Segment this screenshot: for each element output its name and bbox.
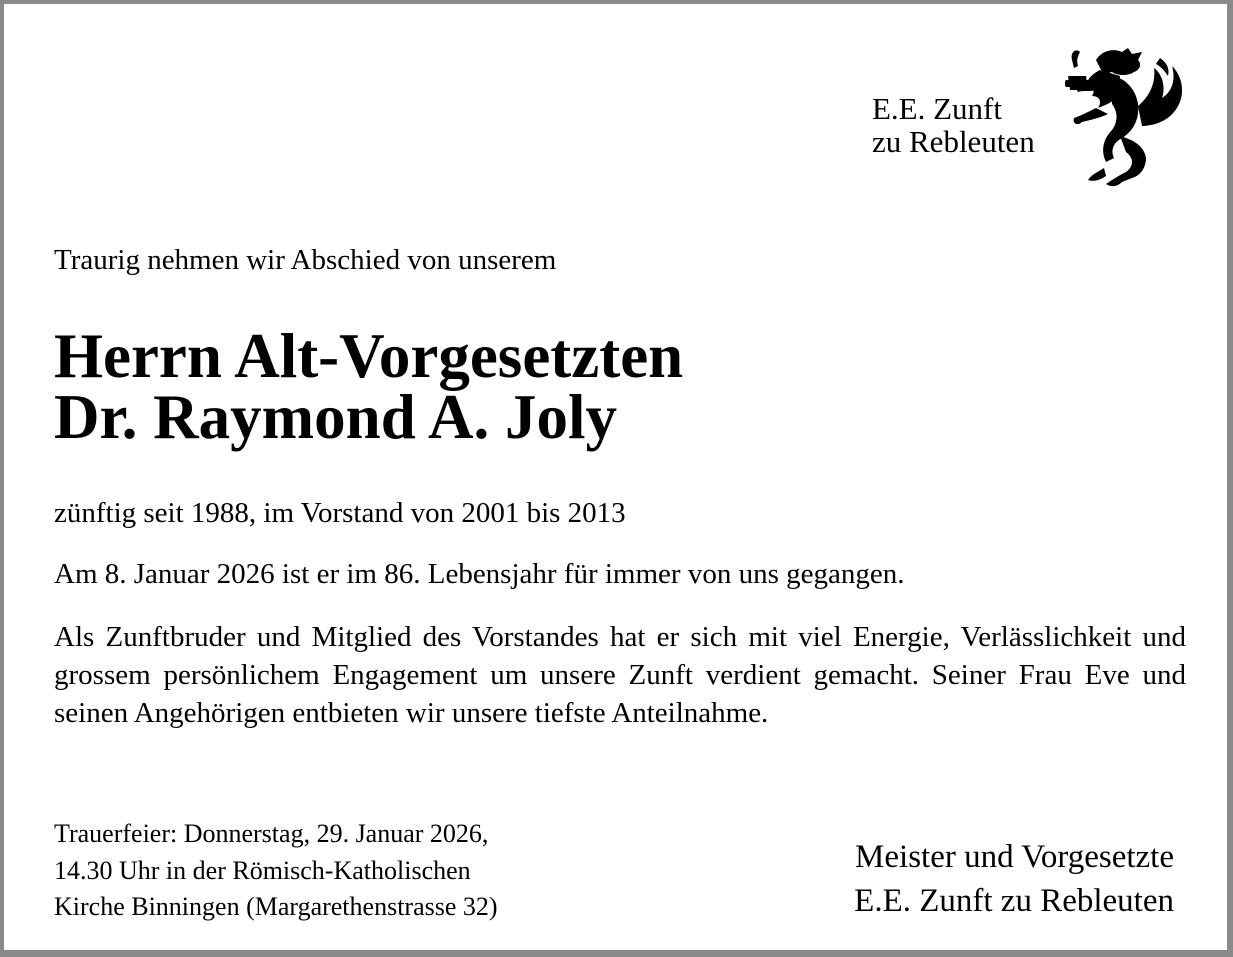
funeral-line-1: Trauerfeier: Donnerstag, 29. Januar 2026, <box>54 819 489 848</box>
heraldic-lion-icon <box>1056 46 1192 192</box>
logo-line-2: zu Rebleuten <box>872 124 1035 159</box>
signature-block <box>854 835 1174 923</box>
deceased-name <box>54 321 684 452</box>
signature-line-1: Meister und Vorgesetzte <box>855 839 1174 875</box>
guild-logo-text <box>872 92 1035 158</box>
death-notice-text: Am 8. Januar 2026 ist er im 86. Lebensjahr für immer von uns gegangen. <box>54 558 905 590</box>
tribute-paragraph: Als Zunftbruder und Mitglied des Vorstandes hat er sich mit viel Energie, Verlässlichkeit und grossem persönlichem Engagement um unsere Zunft verdient gemacht. Seiner Frau Eve und seinen Angehörigen entbieten wir unsere tiefste Anteilnahme. <box>54 621 1186 729</box>
deceased-title-line: Herrn Alt-Vorgesetzten <box>54 321 684 391</box>
logo-line-1: E.E. Zunft <box>872 91 1002 126</box>
intro-text: Traurig nehmen wir Abschied von unserem <box>54 244 557 276</box>
funeral-details <box>54 816 498 926</box>
deceased-name-line: Dr. Raymond A. Joly <box>54 382 618 452</box>
signature-line-2: E.E. Zunft zu Rebleuten <box>854 883 1174 919</box>
funeral-line-2: 14.30 Uhr in der Römisch-Katholischen <box>54 855 471 885</box>
funeral-line-3: Kirche Binningen (Margarethenstrasse 32) <box>54 892 498 921</box>
membership-text: zünftig seit 1988, im Vorstand von 2001 bis 2013 <box>54 497 626 529</box>
